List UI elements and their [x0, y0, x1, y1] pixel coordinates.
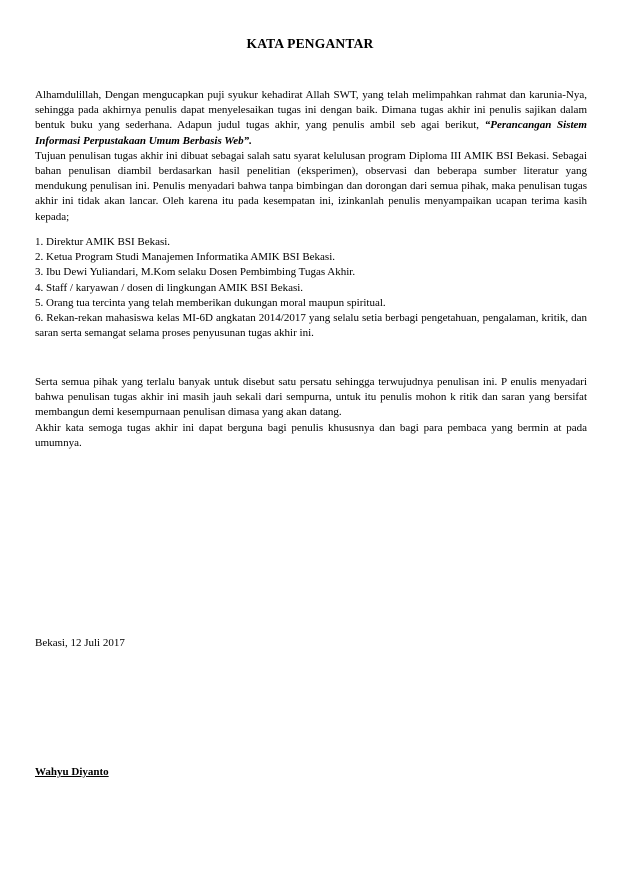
intro-section — [35, 88, 587, 225]
intro-paragraph — [35, 88, 587, 149]
purpose-paragraph: Tujuan penulisan tugas akhir ini dibuat sebagai salah satu syarat kelulusan program Diploma III AMIK BSI Bekasi. Sebagai bahan penulisan diambil berdasarkan hasil penelitian (eksperimen), observasi dan beberapa sumber literatur yang mendukung penulisan ini. Penulis menyadari bahwa tanpa bimbingan dan dorongan dari semua pihak, maka penulisan tugas akhir ini tidak akan lancar. Oleh karena itu pada kesempatan ini, izinkanlah penulis menyampaikan ucapan terima kasih kepada; — [35, 149, 587, 223]
list-item: 3. Ibu Dewi Yuliandari, M.Kom selaku Dosen Pembimbing Tugas Akhir. — [35, 266, 356, 279]
thanks-list — [35, 235, 587, 341]
list-item: 4. Staff / karyawan / dosen di lingkungan AMIK BSI Bekasi. — [35, 281, 304, 294]
closing-paragraph: Serta semua pihak yang terlalu banyak untuk disebut satu persatu sehingga terwujudnya penulisan ini. P enulis menyadari bahwa penulisan tugas akhir ini masih jauh sekali dari sempurna, untuk itu penulis mohon k ritik dan saran yang bersifat membangun demi kesempurnaan penulisan dimasa yang akan datang. — [35, 376, 587, 419]
thesis-title: “Perancangan Sistem Informasi Perpustakaan Umum Berbasis Web”. — [35, 119, 587, 147]
final-paragraph: Akhir kata semoga tugas akhir ini dapat berguna bagi penulis khususnya dan bagi para pembaca yang bermin at pada umumnya. — [35, 421, 587, 449]
page-title: KATA PENGANTAR — [246, 36, 374, 51]
place-date: Bekasi, 12 Juli 2017 — [35, 637, 125, 649]
intro-opening-text: Alhamdulillah, Dengan mengucapkan puji syukur kehadirat Allah SWT, yang telah melimpahkan rahmat dan karunia-Nya, sehingga pada akhirnya penulis dapat menyelesaikan tugas ini dengan baik. Dimana tugas akhir ini penulis sajikan dalam bentuk buku yang sederhana. Adapun judul tugas akhir, yang penulis ambil seb agai berikut, — [35, 89, 587, 132]
list-item: 1. Direktur AMIK BSI Bekasi. — [35, 236, 171, 248]
list-item: 2. Ketua Program Studi Manajemen Informatika AMIK BSI Bekasi. — [35, 251, 336, 264]
signatory-name: Wahyu Diyanto — [35, 766, 109, 778]
closing-section — [35, 375, 587, 451]
list-item: 5. Orang tua tercinta yang telah memberikan dukungan moral maupun spiritual. — [35, 296, 386, 309]
list-item: 6. Rekan-rekan mahasiswa kelas MI-6D angkatan 2014/2017 yang selalu setia berbagi pengetahuan, pengalaman, kritik, dan saran serta semangat selama proses penyusunan tugas akhir ini. — [35, 312, 587, 340]
